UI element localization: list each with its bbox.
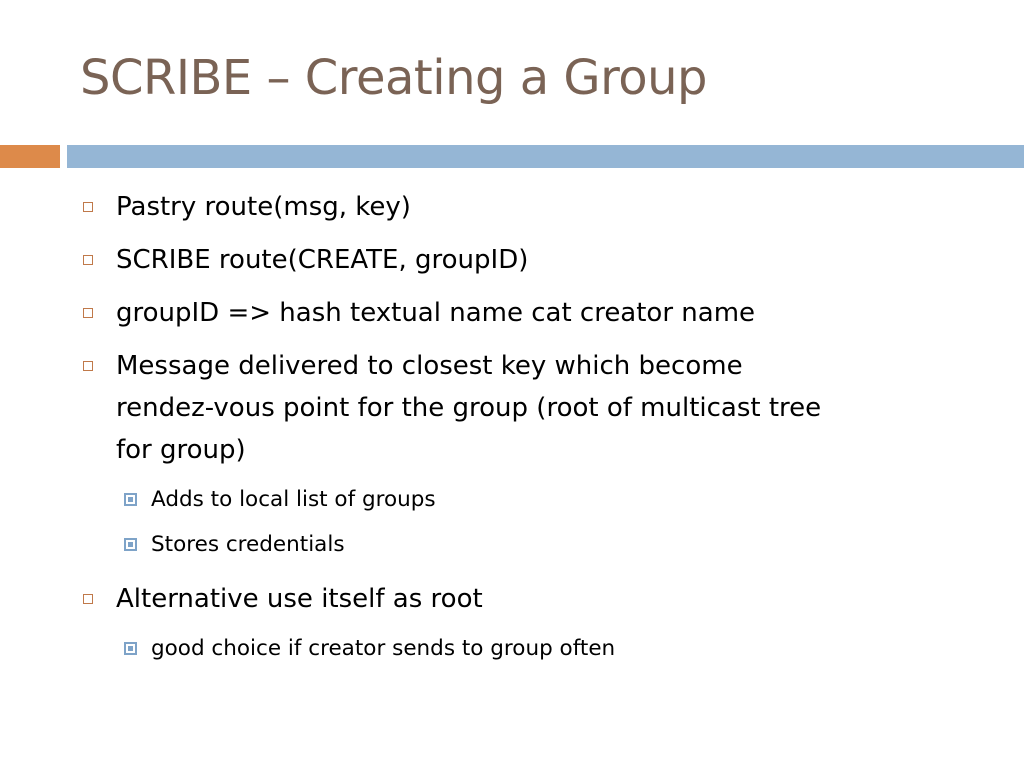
sub-bullet-item [116,626,980,671]
filled-square-bullet-icon [124,642,137,655]
hollow-square-bullet-icon [83,255,93,265]
bullet-item [80,186,980,228]
accent-bar-blue [67,145,1024,168]
hollow-square-bullet-icon [83,202,93,212]
sub-bullet-text: Adds to local list of groups [151,487,436,512]
bullet-text: SCRIBE route(CREATE, groupID) [116,245,529,275]
hollow-square-bullet-icon [83,594,93,604]
sub-bullet-text: Stores credentials [151,532,345,557]
filled-square-bullet-icon [124,493,137,506]
hollow-square-bullet-icon [83,361,93,371]
filled-square-bullet-icon [124,538,137,551]
bullet-text: groupID => hash textual name cat creator name [116,298,756,328]
bullet-item [80,292,980,334]
sub-bullet-item [116,477,980,522]
sub-bullet-list [116,626,980,671]
bullet-text: Pastry route(msg, key) [116,192,411,222]
bullet-item [80,578,980,671]
bullet-item [80,345,980,567]
sub-bullet-list [116,477,980,567]
bullet-list [80,186,980,682]
bullet-item [80,239,980,281]
bullet-text-line: Message delivered to closest key which become [116,351,743,381]
accent-bar-orange [0,145,60,168]
bullet-text-line: rendez-vous point for the group (root of multicast tree [116,393,822,423]
bullet-text-line: for group) [116,435,246,465]
hollow-square-bullet-icon [83,308,93,318]
bullet-text: Alternative use itself as root [116,584,483,614]
sub-bullet-item [116,522,980,567]
slide-title: SCRIBE – Creating a Group [80,50,708,106]
sub-bullet-text: good choice if creator sends to group often [151,636,616,661]
